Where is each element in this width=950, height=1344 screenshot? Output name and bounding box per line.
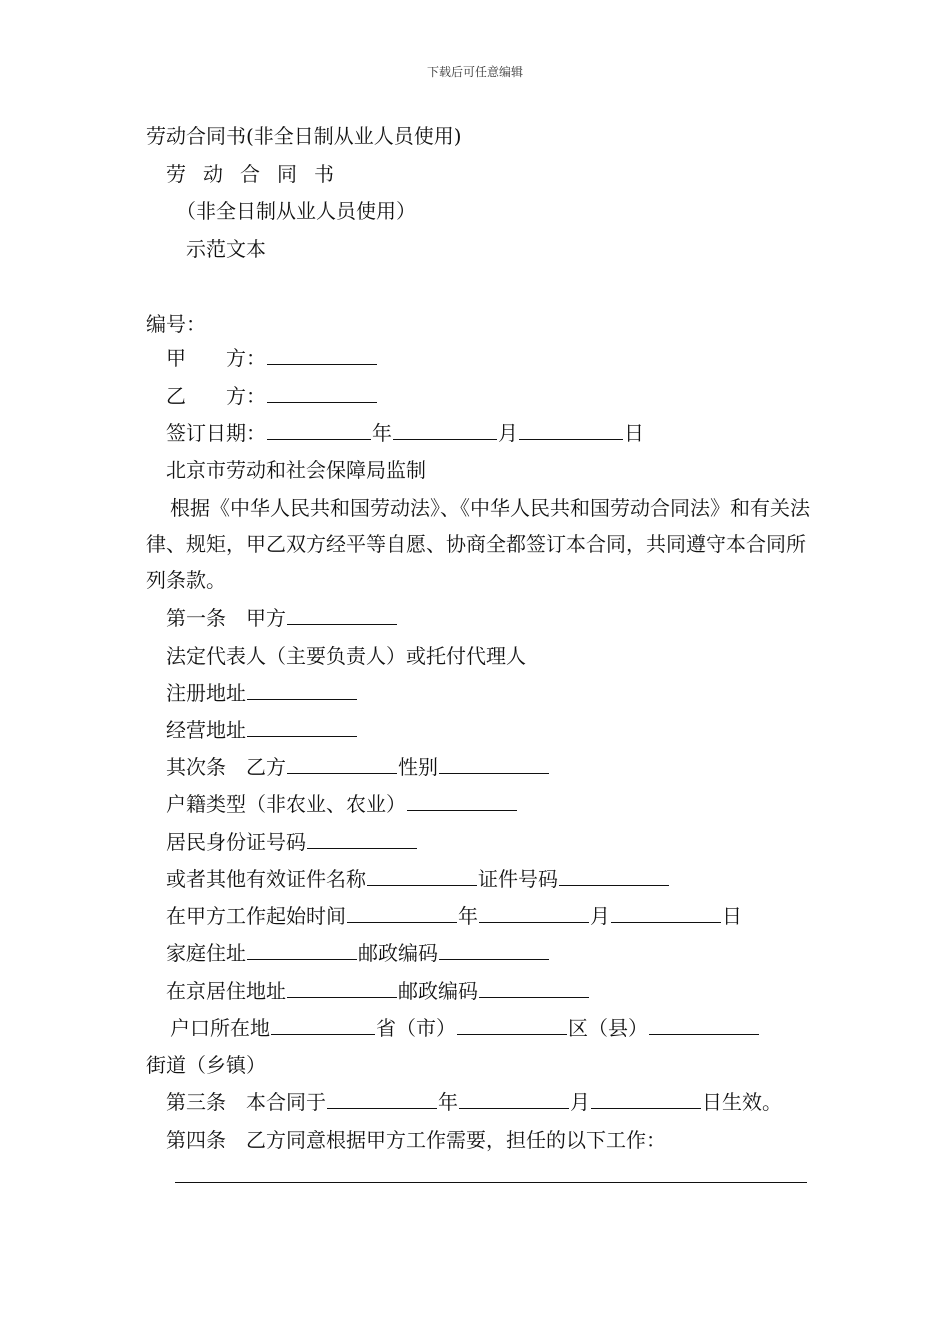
- hukou-city-blank[interactable]: [271, 1016, 375, 1035]
- article3-label: 第三条 本合同于: [166, 1090, 326, 1114]
- sample-text-label: 示范文本: [186, 237, 266, 261]
- hukou-street-blank[interactable]: [649, 1016, 759, 1035]
- hukou-loc-line: [170, 1016, 760, 1040]
- beijing-postcode-label: 邮政编码: [398, 979, 478, 1003]
- beijing-addr-label: 在京居住地址: [166, 979, 286, 1003]
- hukou-loc-label: 户口所在地: [170, 1016, 270, 1040]
- article3-line: [166, 1090, 782, 1114]
- legal-rep-line: 法定代表人（主要负责人）或托付代理人: [166, 644, 526, 668]
- hukou-district-blank[interactable]: [457, 1016, 567, 1035]
- hukou-type-blank[interactable]: [407, 792, 517, 811]
- job-description-line: [174, 1164, 808, 1188]
- cert-no-label: 证件号码: [478, 867, 558, 891]
- op-addr-blank[interactable]: [247, 718, 357, 737]
- sign-year-label: 年: [372, 421, 392, 445]
- reg-addr-label: 注册地址: [166, 681, 246, 705]
- sign-month-blank[interactable]: [393, 421, 497, 440]
- start-day-blank[interactable]: [611, 904, 721, 923]
- article1-line: [166, 606, 398, 630]
- home-addr-label: 家庭住址: [166, 941, 246, 965]
- number-label: 编号：: [146, 312, 206, 336]
- home-postcode-label: 邮政编码: [358, 941, 438, 965]
- start-time-line: [166, 904, 742, 928]
- street-label: 街道（乡镇）: [146, 1053, 266, 1077]
- cert-no-blank[interactable]: [559, 867, 669, 886]
- party-a-name-blank[interactable]: [287, 606, 397, 625]
- home-addr-blank[interactable]: [247, 941, 357, 960]
- supervisor-line: 北京市劳动和社会保障局监制: [166, 458, 426, 482]
- article2-label: 其次条 乙方: [166, 755, 286, 779]
- start-time-label: 在甲方工作起始时间: [166, 904, 346, 928]
- effective-year-label: 年: [438, 1090, 458, 1114]
- gender-label: 性别: [398, 755, 438, 779]
- party-a-line: [166, 346, 378, 370]
- gender-blank[interactable]: [439, 755, 549, 774]
- party-a-label: 甲 方：: [166, 346, 266, 370]
- hukou-type-label: 户籍类型（非农业、农业）: [166, 792, 406, 816]
- article2-line: [166, 755, 550, 779]
- party-b-line: [166, 384, 378, 408]
- page-header: 下载后可任意编辑: [426, 65, 523, 79]
- beijing-addr-blank[interactable]: [287, 979, 397, 998]
- district-label: 区（县）: [568, 1016, 648, 1040]
- op-addr-line: [166, 718, 358, 742]
- doc-title: 劳动合同书(非全日制从业人员使用): [146, 124, 462, 148]
- effective-day-blank[interactable]: [591, 1090, 701, 1109]
- id-no-line: [166, 830, 418, 854]
- article1-label: 第一条 甲方: [166, 606, 286, 630]
- sign-date-line: [166, 421, 644, 445]
- op-addr-label: 经营地址: [166, 718, 246, 742]
- other-id-label: 或者其他有效证件名称: [166, 867, 366, 891]
- province-label: 省（市）: [376, 1016, 456, 1040]
- other-id-blank[interactable]: [367, 867, 477, 886]
- id-no-blank[interactable]: [307, 830, 417, 849]
- start-day-label: 日: [722, 904, 742, 928]
- beijing-postcode-blank[interactable]: [479, 979, 589, 998]
- sign-month-label: 月: [498, 421, 518, 445]
- reg-addr-blank[interactable]: [247, 681, 357, 700]
- sign-year-blank[interactable]: [267, 421, 371, 440]
- party-b-blank[interactable]: [267, 384, 377, 403]
- start-year-blank[interactable]: [347, 904, 457, 923]
- effective-month-blank[interactable]: [459, 1090, 569, 1109]
- party-a-blank[interactable]: [267, 346, 377, 365]
- article4-line: 第四条 乙方同意根据甲方工作需要，担任的以下工作：: [166, 1128, 666, 1152]
- start-year-label: 年: [458, 904, 478, 928]
- other-id-line: [166, 867, 670, 891]
- effective-label: 日生效。: [702, 1090, 782, 1114]
- sign-day-blank[interactable]: [519, 421, 623, 440]
- effective-month-label: 月: [570, 1090, 590, 1114]
- id-no-label: 居民身份证号码: [166, 830, 306, 854]
- start-month-blank[interactable]: [479, 904, 589, 923]
- preamble-paragraph: 根据《中华人民共和国劳动法》、《中华人民共和国劳动合同法》和有关法律、规矩，甲乙双方经平等自愿、协商全都签订本合同，共同遵守本合同所列条款。: [146, 496, 810, 592]
- sign-day-label: 日: [624, 421, 644, 445]
- contract-title: 劳动合同书: [166, 162, 351, 186]
- beijing-addr-line: [166, 979, 590, 1003]
- sign-date-label: 签订日期：: [166, 421, 266, 445]
- job-description-blank[interactable]: [175, 1164, 807, 1183]
- home-addr-line: [166, 941, 550, 965]
- home-postcode-blank[interactable]: [439, 941, 549, 960]
- start-month-label: 月: [590, 904, 610, 928]
- party-b-name-blank[interactable]: [287, 755, 397, 774]
- contract-subtitle: （非全日制从业人员使用）: [176, 199, 416, 223]
- effective-year-blank[interactable]: [327, 1090, 437, 1109]
- hukou-type-line: [166, 792, 518, 816]
- reg-addr-line: [166, 681, 358, 705]
- party-b-label: 乙 方：: [166, 384, 266, 408]
